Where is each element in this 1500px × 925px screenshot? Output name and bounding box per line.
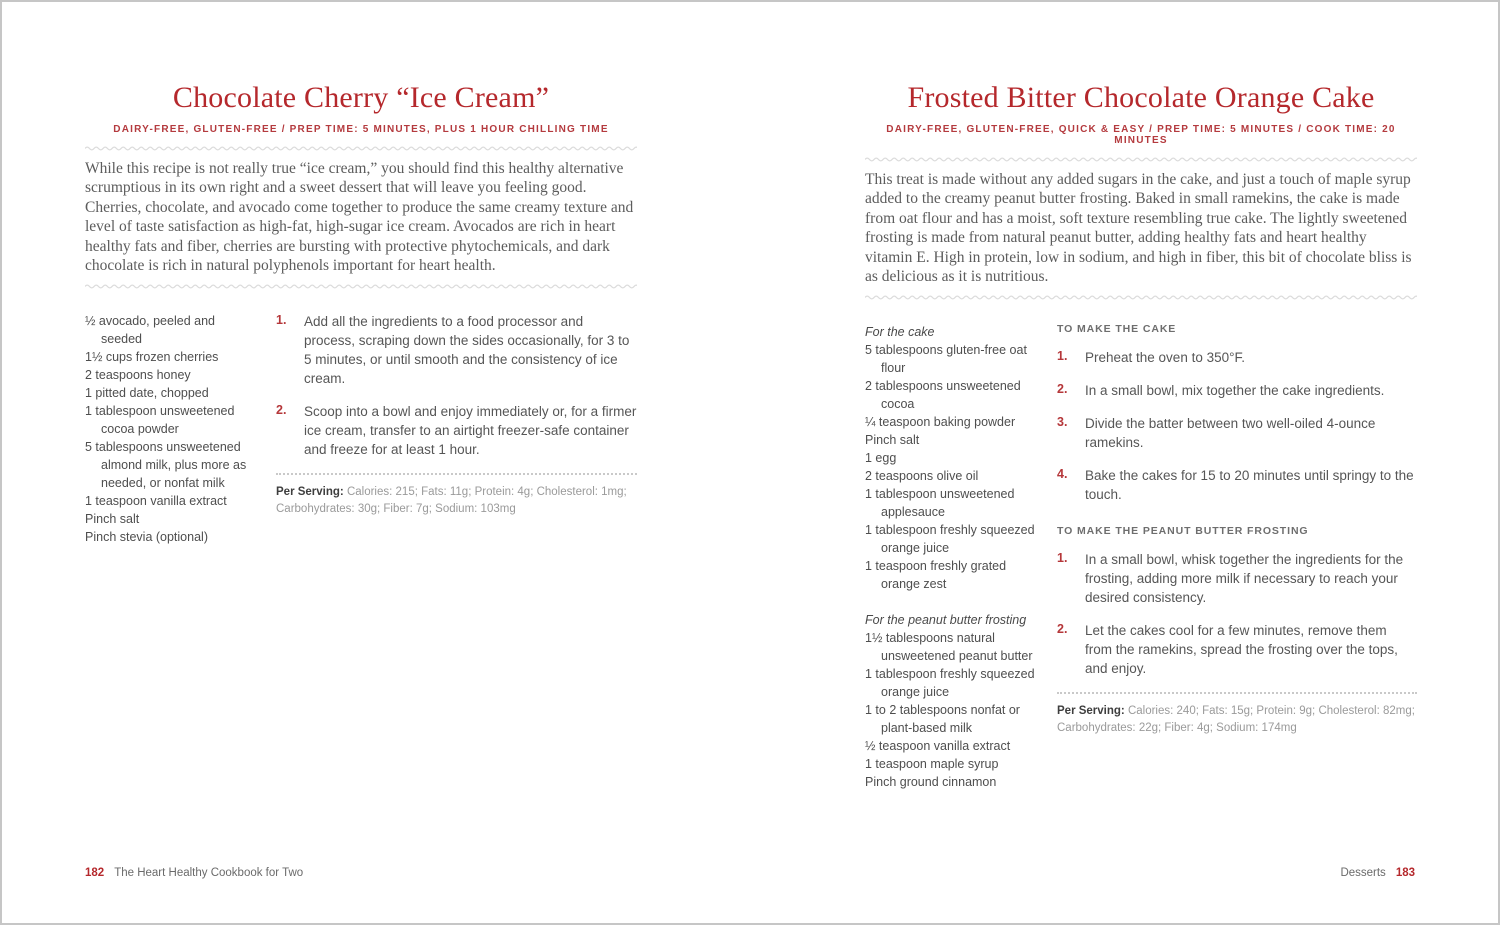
ingredient-item: 2 teaspoons olive oil [865, 469, 979, 484]
ingredient-item: 1 teaspoon vanilla extract [85, 494, 227, 509]
page-right [750, 2, 1498, 923]
ingredient-group-label: For the peanut butter frosting [865, 613, 1027, 628]
recipe-subtitle-right: DAIRY-FREE, GLUTEN-FREE, QUICK & EASY / PREP TIME: 5 MINUTES / COOK TIME: 20 MINUTES [886, 124, 1396, 146]
per-serving-label: Per Serving: [276, 486, 344, 499]
instruction-steps-cake [1057, 323, 1417, 504]
step-text: Preheat the oven to 350°F. [1085, 350, 1246, 366]
per-serving-values: Calories: 240; Fats: 15g; Protein: 9g; Cholesterol: 82mg; Carbohydrates: 22g; Fiber: 4g; Sodium: 174mg [1057, 705, 1415, 735]
instruction-step [1057, 466, 1417, 504]
ingredient-item: Pinch salt [865, 433, 920, 448]
ingredient-item: Pinch ground cinnamon [865, 775, 997, 790]
dotted-divider [1057, 692, 1417, 694]
ingredient-item: 1½ tablespoons natural unsweetened peanut butter [865, 631, 1033, 664]
ingredient-item: 1 pitted date, chopped [85, 386, 209, 401]
per-serving-values: Calories: 215; Fats: 11g; Protein: 4g; Cholesterol: 1mg; Carbohydrates: 30g; Fiber: 7g; Sodium: 103mg [276, 486, 627, 516]
recipe-intro-right: This treat is made without any added sugars in the cake, and just a touch of maple syrup added to the creamy peanut butter frosting. Baked in small ramekins, the cake is made from oat flour and has a moist, soft texture resembling true cake. The lightly sweetened frosting is made from natural peanut butter, adding healthy fats and heart healthy vitamin E. High in protein, low in sodium, and high in fiber, this bit of chocolate bliss is as delicious as it is nutritious. [865, 171, 1412, 286]
recipe-title-left: Chocolate Cherry “Ice Cream” [172, 81, 550, 114]
instruction-step [1057, 621, 1417, 678]
step-number: 4. [1057, 467, 1068, 482]
ingredient-item: 2 tablespoons unsweetened cocoa [865, 379, 1021, 412]
ingredient-item: 1 teaspoon freshly grated orange zest [865, 559, 1007, 592]
ingredient-item: ½ avocado, peeled and seeded [85, 314, 215, 347]
recipe-body-right [865, 323, 1417, 791]
step-number: 1. [276, 313, 287, 328]
ingredient-item: 2 teaspoons honey [85, 368, 191, 383]
instructions-column [276, 312, 637, 546]
ingredients-list [865, 323, 1045, 791]
ingredient-item: 1 teaspoon maple syrup [865, 757, 999, 772]
instruction-step [276, 402, 637, 459]
steps-list [276, 312, 637, 459]
ingredient-item: 5 tablespoons gluten-free oat flour [865, 343, 1027, 376]
step-number: 2. [1057, 622, 1068, 637]
ingredient-item: Pinch stevia (optional) [85, 530, 208, 545]
steps-header: TO MAKE THE PEANUT BUTTER FROSTING [1057, 525, 1309, 538]
ingredient-items [865, 629, 1045, 791]
ingredient-item: 1 tablespoon unsweetened applesauce [865, 487, 1015, 520]
ingredient-item: 1 to 2 tablespoons nonfat or plant-based milk [865, 703, 1020, 736]
instruction-steps-frosting [1057, 525, 1417, 678]
steps-header: TO MAKE THE CAKE [1057, 323, 1177, 336]
step-text: In a small bowl, whisk together the ingredients for the frosting, adding more milk if necessary to reach your desired consistency. [1085, 552, 1404, 606]
per-serving-info [276, 484, 637, 518]
ingredient-item: 1½ cups frozen cherries [85, 350, 219, 365]
wavy-divider [85, 144, 637, 152]
footer-book-title: The Heart Healthy Cookbook for Two [114, 867, 304, 879]
step-text: Scoop into a bowl and enjoy immediately or, for a firmer ice cream, transfer to an airtight freezer-safe container and freeze for at least 1 hour. [304, 404, 637, 458]
instruction-steps [276, 312, 637, 459]
ingredient-group [85, 312, 257, 546]
step-number: 3. [1057, 415, 1068, 430]
page-left [2, 2, 750, 923]
step-number: 2. [1057, 382, 1068, 397]
step-text: In a small bowl, mix together the cake ingredients. [1085, 383, 1385, 399]
step-text: Add all the ingredients to a food processor and process, scraping down the sides occasionally, for 3 to 5 minutes, or until smooth and the consistency of ice cream. [304, 314, 630, 387]
dotted-divider [276, 473, 637, 475]
instruction-step [1057, 550, 1417, 607]
ingredient-item: ¼ teaspoon baking powder [865, 415, 1016, 430]
page-number: 182 [85, 867, 105, 879]
step-number: 2. [276, 403, 287, 418]
ingredient-group-frosting [865, 611, 1045, 791]
footer-section-title: Desserts [1340, 867, 1386, 879]
page-footer-left [85, 867, 303, 879]
ingredients-list [85, 312, 257, 546]
instructions-column [1057, 323, 1417, 791]
ingredient-item: 1 egg [865, 451, 897, 466]
ingredient-item: 1 tablespoon unsweetened cocoa powder [85, 404, 235, 437]
recipe-title-right: Frosted Bitter Chocolate Orange Cake [907, 81, 1375, 114]
ingredient-item: 5 tablespoons unsweetened almond milk, plus more as needed, or nonfat milk [85, 440, 247, 491]
ingredient-item: 1 tablespoon freshly squeezed orange juice [865, 523, 1035, 556]
ingredient-items [865, 341, 1045, 593]
step-number: 1. [1057, 349, 1068, 364]
step-text: Divide the batter between two well-oiled 4-ounce ramekins. [1085, 416, 1376, 451]
ingredient-item: Pinch salt [85, 512, 140, 527]
per-serving-info [1057, 703, 1417, 737]
step-number: 1. [1057, 551, 1068, 566]
step-text: Bake the cakes for 15 to 20 minutes until springy to the touch. [1085, 468, 1414, 503]
wavy-divider [865, 155, 1417, 163]
ingredient-group-cake [865, 323, 1045, 593]
per-serving-label: Per Serving: [1057, 705, 1125, 718]
instruction-step [1057, 381, 1417, 400]
ingredient-group-label: For the cake [865, 325, 935, 340]
recipe-subtitle-left: DAIRY-FREE, GLUTEN-FREE / PREP TIME: 5 MINUTES, PLUS 1 HOUR CHILLING TIME [113, 124, 609, 135]
instruction-step [1057, 414, 1417, 452]
wavy-divider [865, 293, 1417, 301]
page-number: 183 [1395, 867, 1415, 879]
steps-list [1057, 348, 1417, 504]
recipe-body-left [85, 312, 637, 546]
ingredient-item: 1 tablespoon freshly squeezed orange juice [865, 667, 1035, 700]
steps-list [1057, 550, 1417, 678]
instruction-step [1057, 348, 1417, 367]
step-text: Let the cakes cool for a few minutes, remove them from the ramekins, spread the frosting over the tops, and enjoy. [1085, 623, 1398, 677]
page-footer-right [1340, 867, 1415, 879]
recipe-intro-left: While this recipe is not really true “ice cream,” you should find this healthy alternative scrumptious in its own right and a sweet dessert that will leave you feeling good. Cherries, chocolate, and avocado come together to produce the same creamy texture and level of taste satisfaction as high-fat, high-sugar ice cream. Avocados are rich in heart healthy fats and fiber, cherries are bursting with protective phytochemicals, and dark chocolate is rich in natural polyphenols important for heart health. [85, 160, 634, 275]
instruction-step [276, 312, 637, 388]
wavy-divider [85, 282, 637, 290]
ingredient-item: ½ teaspoon vanilla extract [865, 739, 1011, 754]
